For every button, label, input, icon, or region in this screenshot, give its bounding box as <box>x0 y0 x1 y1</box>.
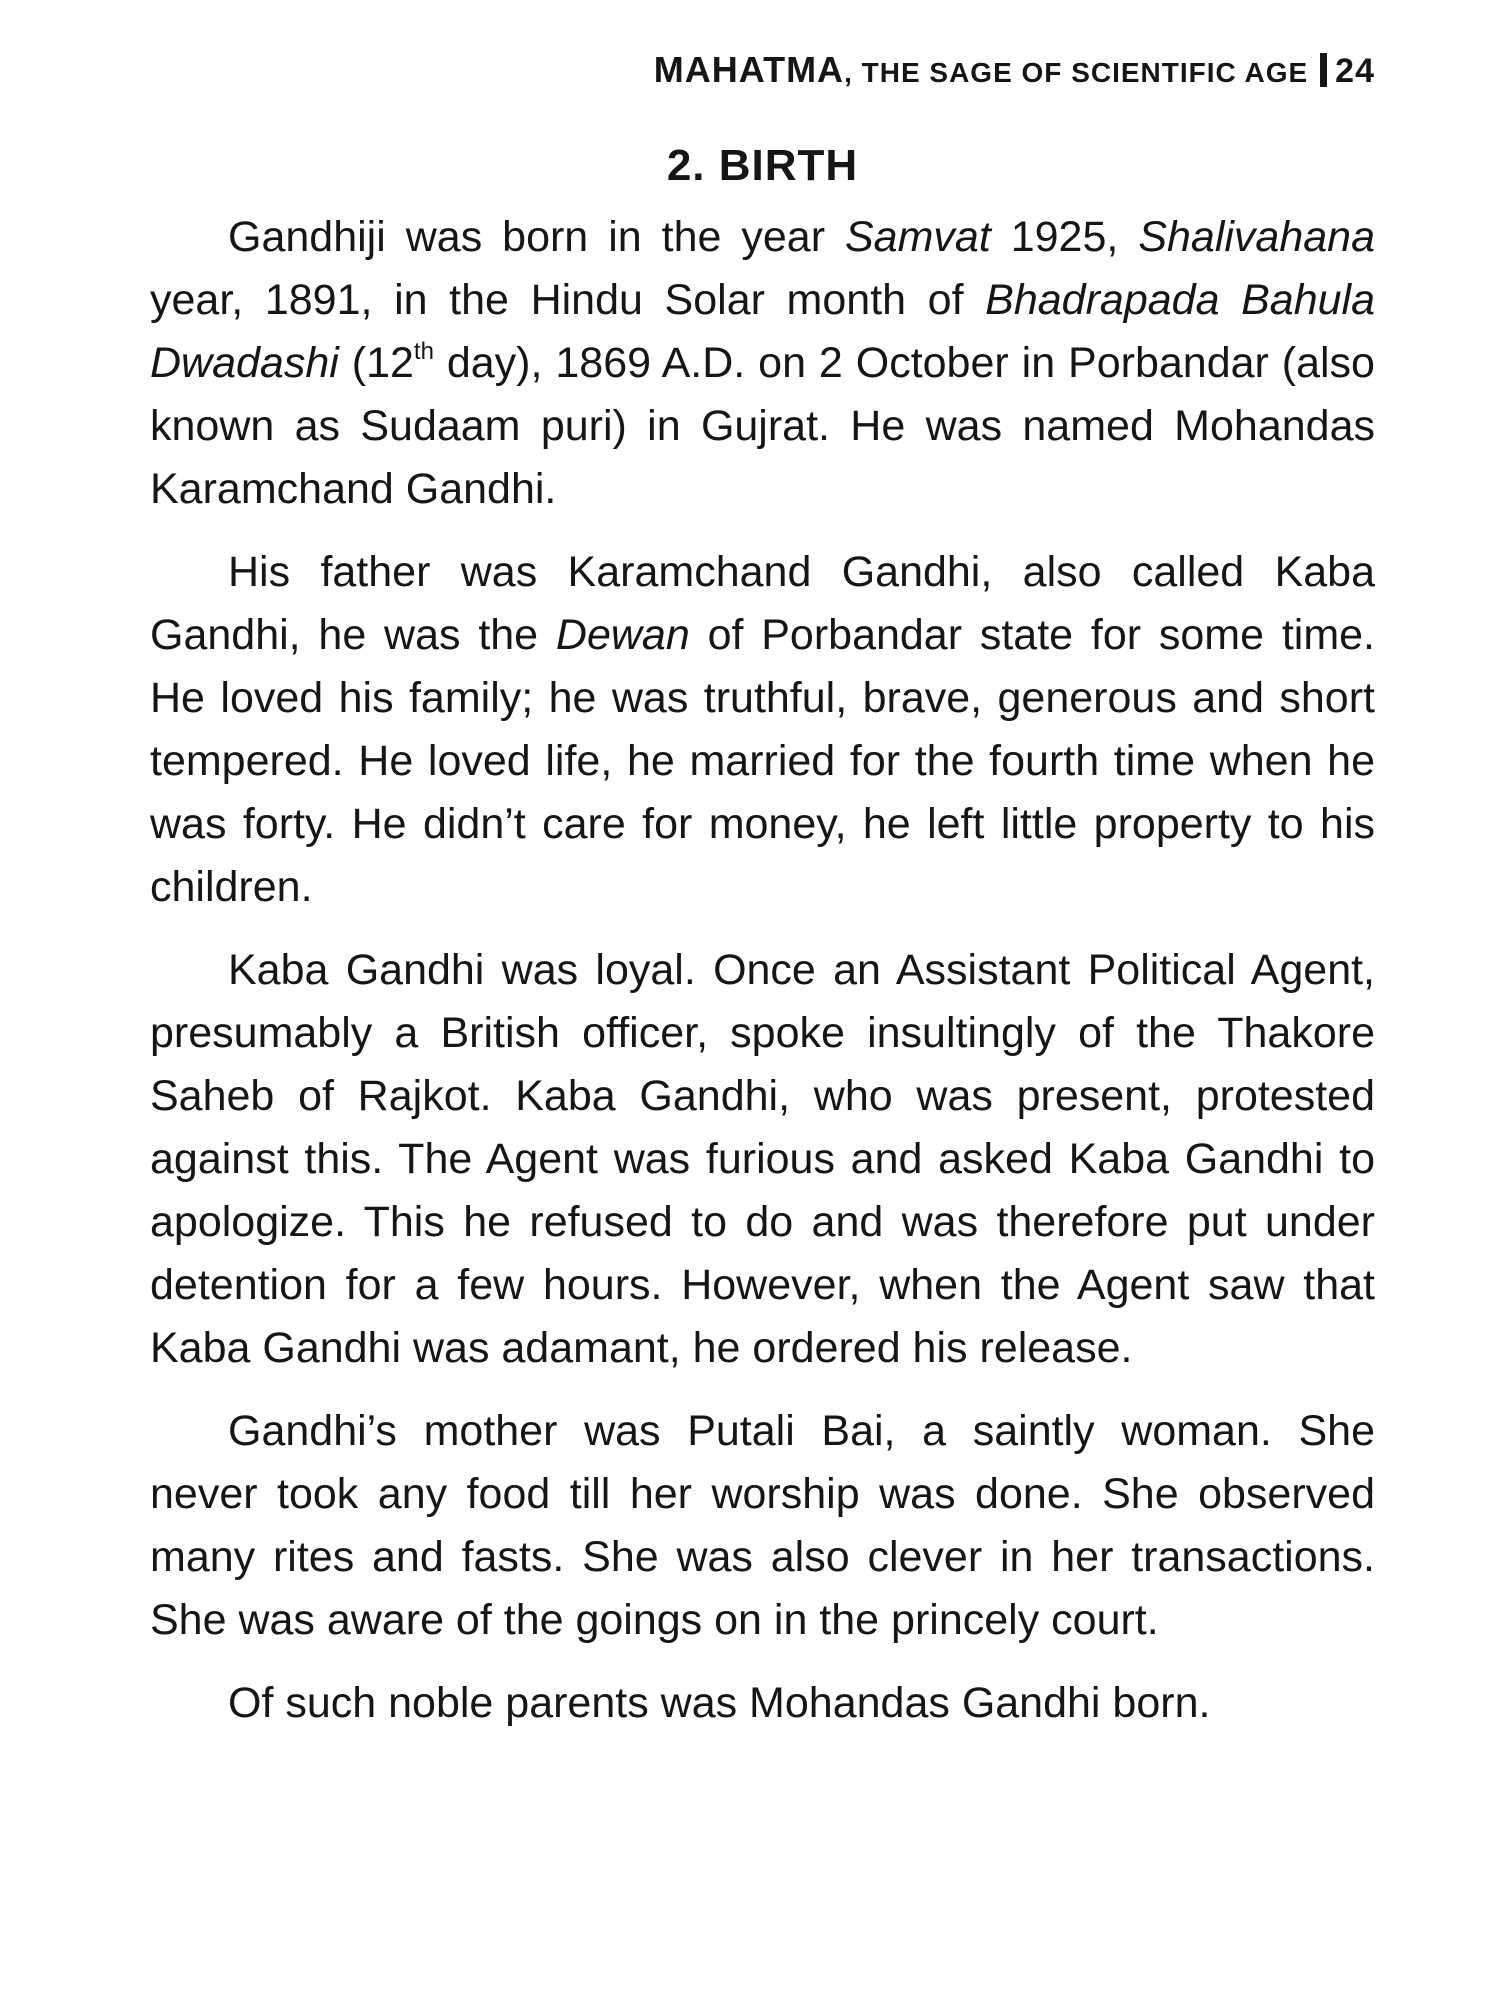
book-title-main: MAHATMA <box>653 49 845 90</box>
page-number: 24 <box>1335 52 1375 90</box>
paragraph-text: of Porbandar state for some time. He loved his family; he was truthful, brave, generous and short tempered. He loved life, he married for the fourth time when he was forty. He didn’t care for money, he left little property to his children. <box>150 611 1375 911</box>
ordinal-superscript: th <box>413 338 434 365</box>
italic-term: Samvat <box>844 213 991 261</box>
italic-term: Dewan <box>555 611 690 659</box>
italic-term: Shalivahana <box>1138 213 1376 261</box>
running-header <box>150 40 1375 100</box>
paragraph-text: (12 <box>338 339 414 387</box>
paragraph-text: day), 1869 A.D. on 2 October in Porbandar (also known as Sudaam puri) in Gujrat. He was named Mohandas Karamchand Gandhi. <box>150 339 1375 513</box>
book-title-rest: , THE SAGE OF SCIENTIFIC AGE <box>844 57 1309 88</box>
paragraph-text: Gandhiji was born in the year <box>228 213 845 261</box>
paragraph-father <box>150 541 1375 919</box>
paragraph-mother: Gandhi’s mother was Putali Bai, a saintly woman. She never took any food till her worship was done. She observed many rites and fasts. She was also clever in her transactions. She was aware of the goings on in the princely court. <box>150 1407 1375 1644</box>
paragraph-kaba-gandhi-loyalty: Kaba Gandhi was loyal. Once an Assistant Political Agent, presumably a British officer, spoke insultingly of the Thakore Saheb of Rajkot. Kaba Gandhi, who was present, protested against this. The Agent was furious and asked Kaba Gandhi to apologize. This he refused to do and was therefore put under detention for a few hours. However, when the Agent saw that Kaba Gandhi was adamant, he ordered his release. <box>150 946 1375 1372</box>
italic-term: Bhadrapada Bahula Dwadashi <box>150 276 1376 387</box>
header-divider <box>1320 53 1327 87</box>
paragraph-birth-details <box>150 206 1375 521</box>
book-page <box>150 40 1375 1735</box>
paragraph-conclusion: Of such noble parents was Mohandas Gandhi born. <box>228 1679 1211 1727</box>
chapter-title: 2. BIRTH <box>666 141 859 190</box>
paragraph-text: year, 1891, in the Hindu Solar month of <box>150 276 986 324</box>
paragraph-text: 1925, <box>990 213 1139 261</box>
paragraph-text: His father was Karamchand Gandhi, also called Kaba Gandhi, he was the <box>150 548 1375 659</box>
